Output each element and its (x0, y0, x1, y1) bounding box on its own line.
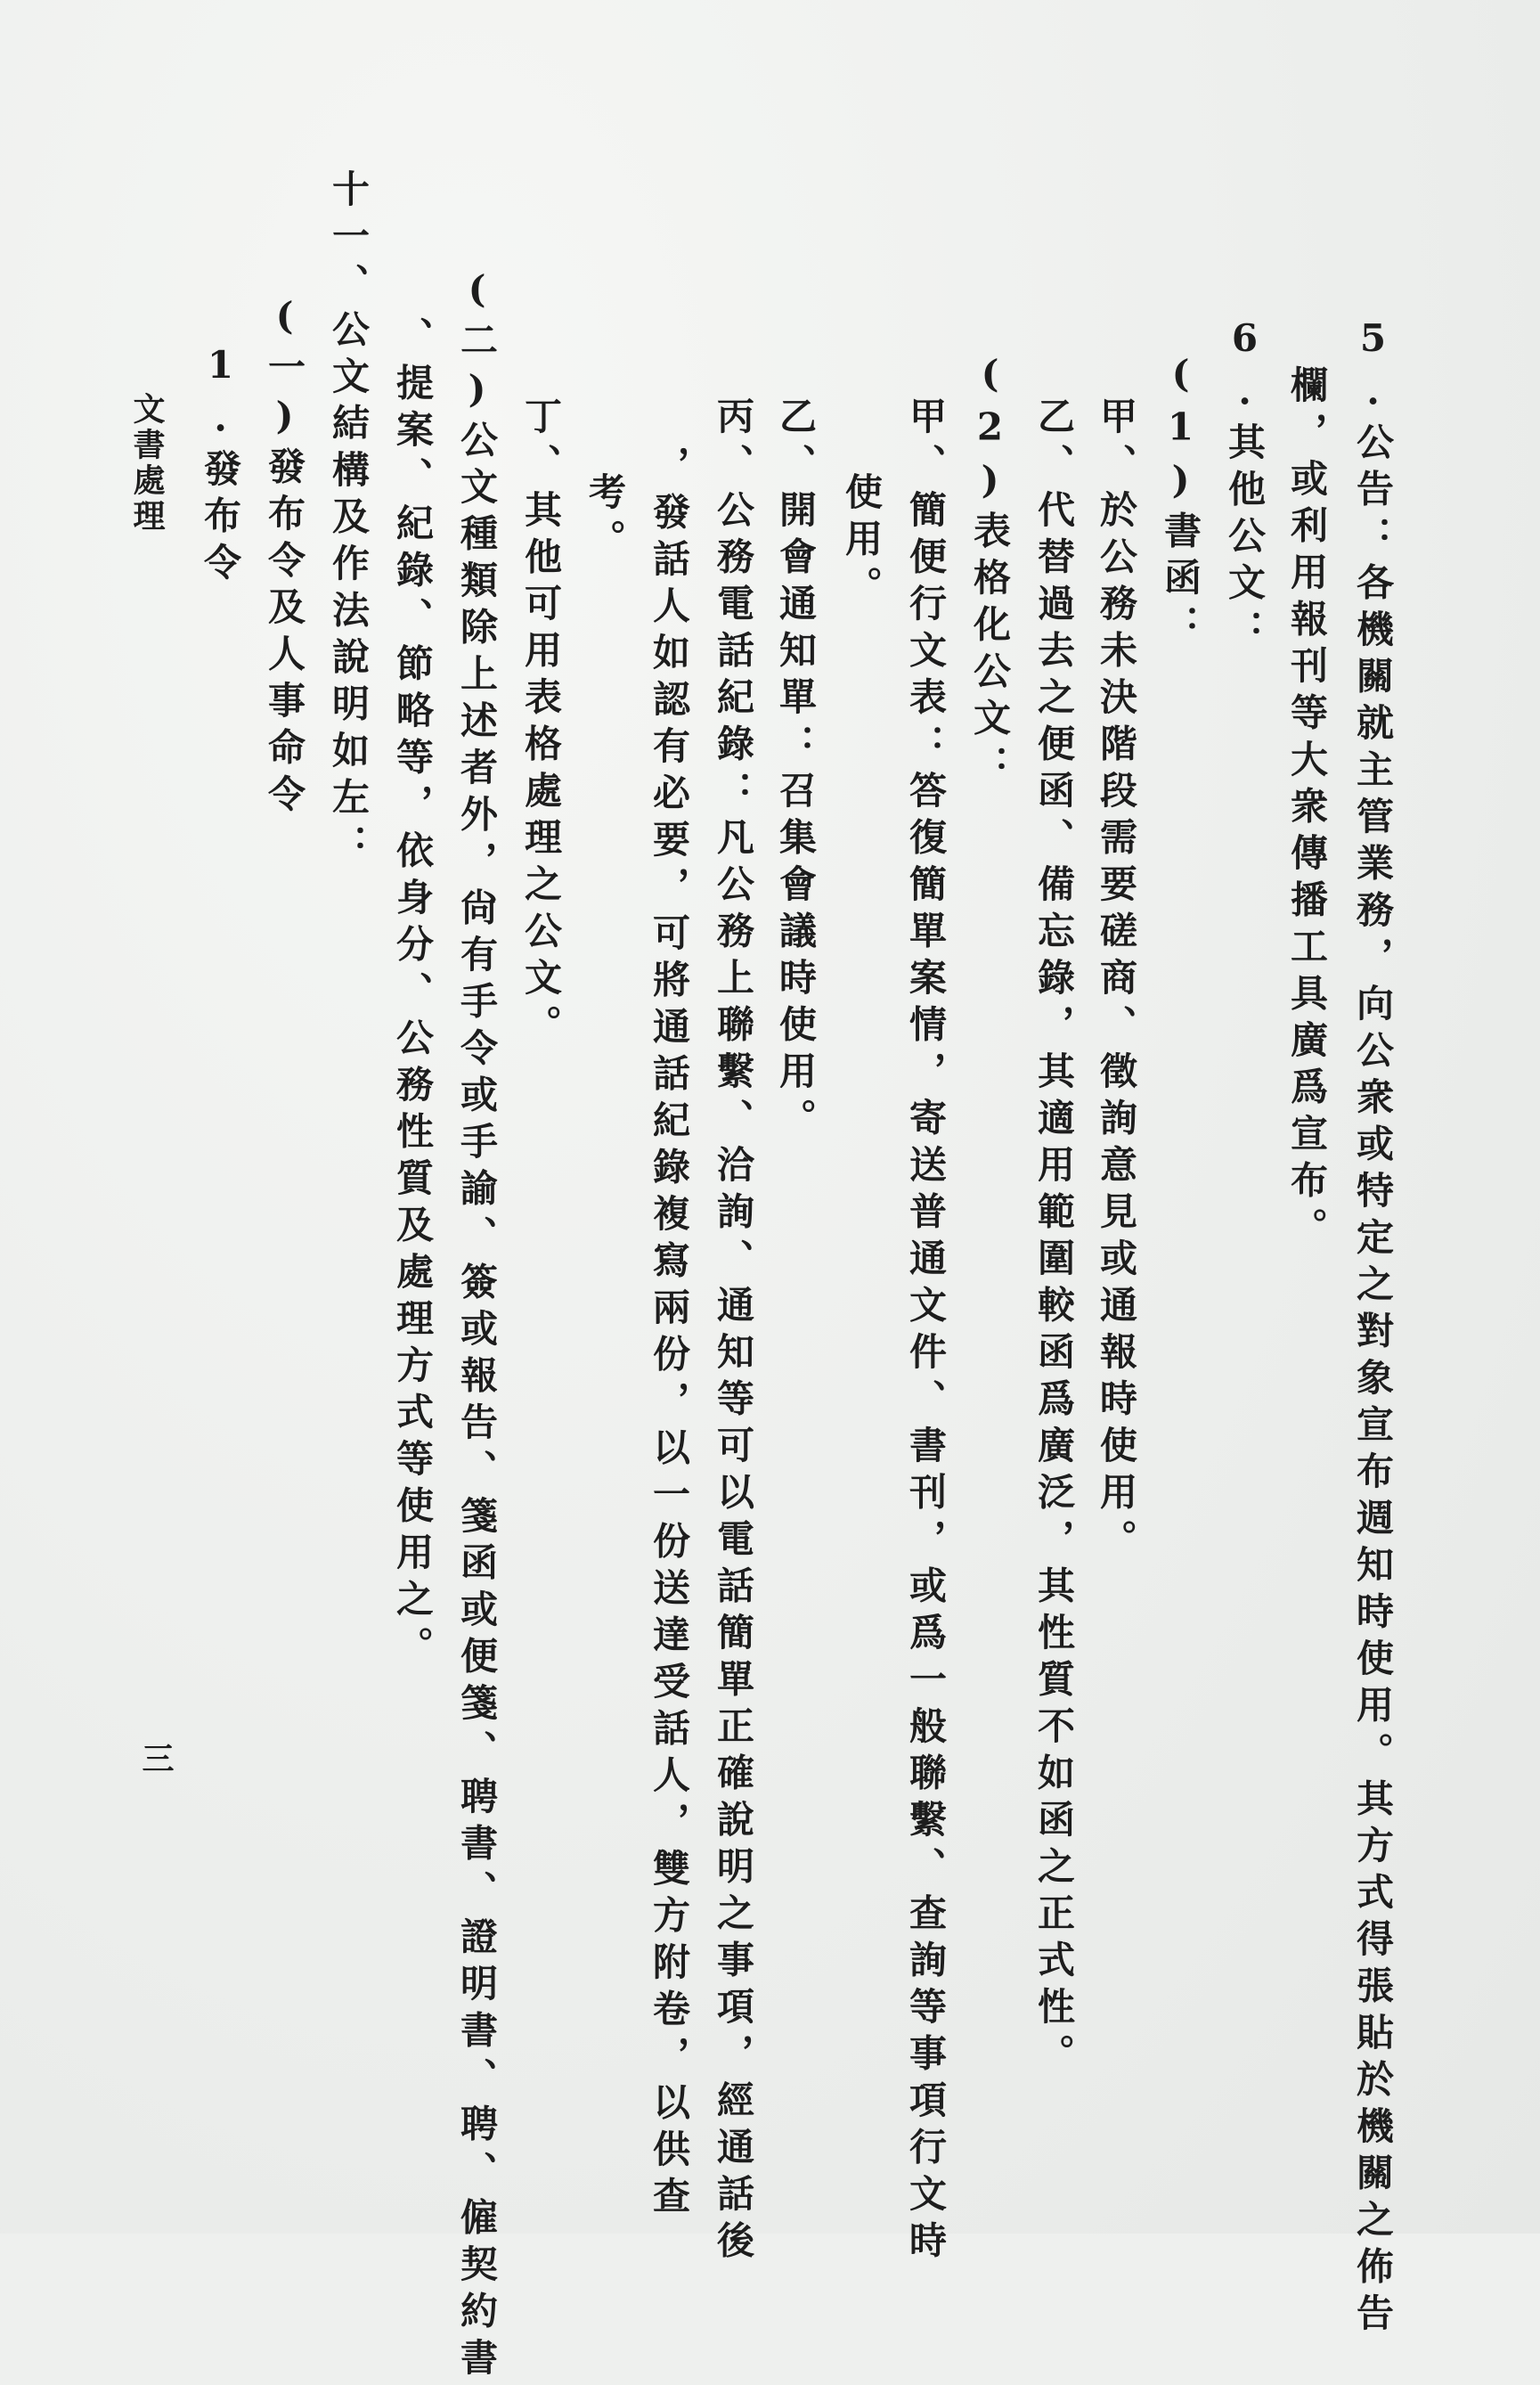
text-column-17: 十一、公文結構及作法說明如左： (327, 169, 371, 871)
text-column-12: ，發話人如認有必要，可將通話紀錄複寫兩份，以一份送達受話人，雙方附卷，以供查 (648, 445, 691, 2223)
text-column-3: 6.其他公文： (1223, 316, 1267, 657)
text-column-16: 、提案、紀錄、節略等，依身分、公務性質及處理方式等使用之。 (391, 316, 435, 1673)
text-column-1: 5.公告：各機關就主管業務，向公衆或特定之對象宣布週知時使用。其方式得張貼於機關之佈告 (1351, 316, 1395, 2340)
text-column-2: 欄，或利用報刊等大衆傳播工具廣爲宣布。 (1285, 365, 1329, 1254)
text-column-15: (二)公文種類除上述者外，尙有手令或手諭、簽或報告、箋函或便箋、聘書、證明書、聘、僱契約書 (455, 267, 499, 2385)
text-column-19: 1.發布令 (199, 343, 242, 590)
text-column-18: (一)發布令及人事命令 (263, 294, 306, 821)
text-column-10: 乙、開會通知單：召集會議時使用。 (774, 396, 818, 1145)
running-title: 文書處理 (128, 392, 166, 535)
text-column-11: 丙、公務電話紀錄：凡公務上聯繫、洽詢、通知等可以電話簡單正確說明之事項，經通話後 (712, 396, 755, 2267)
page-number: 三 (137, 1742, 175, 1774)
text-column-8: 甲、簡便行文表：答復簡單案情，寄送普通文件、書刊，或爲一般聯繫、查詢等事項行文時 (904, 396, 948, 2267)
text-column-13: 考。 (583, 472, 627, 566)
text-column-14: 丁、其他可用表格處理之公文。 (519, 396, 563, 1051)
text-column-6: 乙、代替過去之便函、備忘錄，其適用範圍較函爲廣泛，其性質不如函之正式性。 (1032, 396, 1076, 2080)
text-column-4: (1)書函： (1159, 352, 1202, 651)
text-column-7: (2)表格化公文： (968, 352, 1012, 792)
text-column-5: 甲、於公務未決階段需要磋商、徵詢意見或通報時使用。 (1095, 396, 1138, 1566)
text-column-9: 使用。 (840, 472, 884, 613)
